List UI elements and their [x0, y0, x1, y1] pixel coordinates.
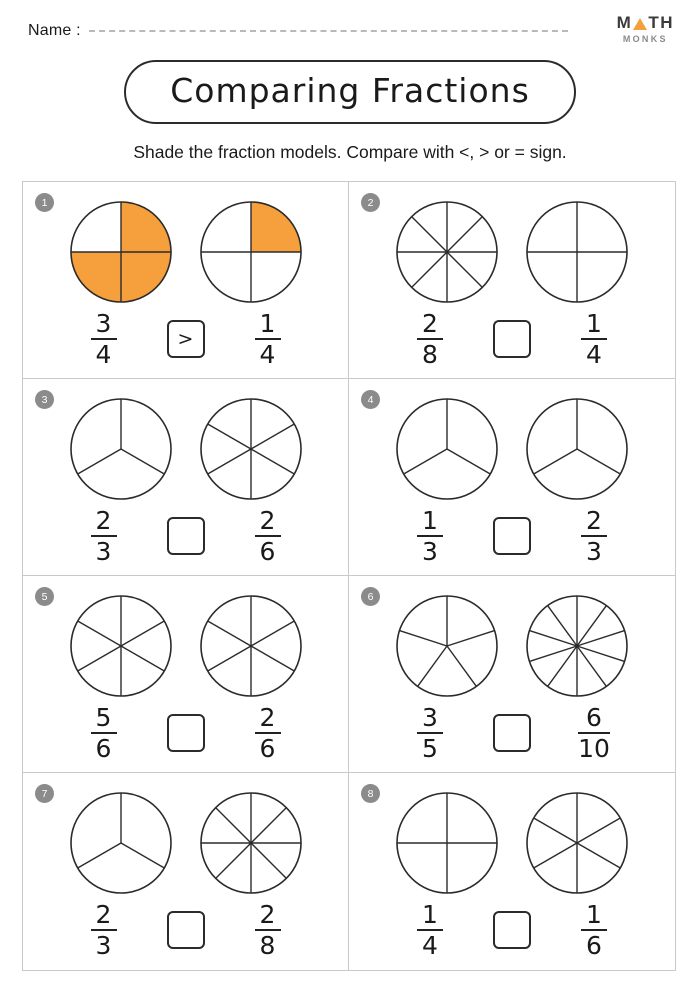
numerator: 6 — [586, 703, 602, 732]
problem-number-badge: 8 — [361, 784, 380, 803]
denominator: 4 — [91, 338, 117, 368]
numerator: 1 — [586, 900, 602, 929]
fraction-left — [65, 507, 143, 565]
fraction-models — [349, 576, 675, 698]
fraction-circle[interactable] — [69, 397, 173, 501]
problem-grid — [22, 181, 676, 971]
answer-row — [349, 507, 675, 565]
fraction-models — [23, 576, 348, 698]
numerator: 2 — [422, 309, 438, 338]
denominator: 8 — [255, 929, 281, 959]
fraction-models — [23, 182, 348, 304]
fraction-left — [391, 507, 469, 565]
fraction-left — [391, 310, 469, 368]
problem-cell — [349, 576, 675, 773]
triangle-icon — [633, 18, 647, 30]
numerator: 2 — [95, 506, 112, 535]
fraction-models — [23, 379, 348, 501]
denominator: 4 — [417, 929, 443, 959]
fraction-circle[interactable] — [199, 200, 303, 304]
problem-cell — [23, 576, 349, 773]
fraction-circle[interactable] — [395, 791, 499, 895]
fraction-right — [229, 507, 307, 565]
problem-cell — [349, 379, 675, 576]
problem-number-badge: 2 — [361, 193, 380, 212]
problem-cell — [349, 182, 675, 379]
problem-cell — [23, 773, 349, 970]
answer-row — [349, 901, 675, 959]
comparison-operator-box[interactable] — [167, 714, 205, 752]
fraction-right — [229, 310, 307, 368]
fraction-left — [391, 704, 469, 762]
fraction-circle[interactable] — [69, 791, 173, 895]
fraction-right — [555, 310, 633, 368]
fraction-circle[interactable] — [525, 200, 629, 304]
logo-wordmark — [617, 14, 674, 31]
problem-cell — [349, 773, 675, 970]
numerator: 2 — [259, 506, 276, 535]
numerator: 1 — [422, 900, 438, 929]
problem-number-badge: 4 — [361, 390, 380, 409]
fraction-models — [349, 773, 675, 895]
fraction-circle[interactable] — [199, 594, 303, 698]
fraction-left — [65, 704, 143, 762]
denominator: 6 — [581, 929, 607, 959]
fraction-right — [555, 901, 633, 959]
fraction-circle[interactable] — [199, 397, 303, 501]
mathmonks-logo — [617, 14, 674, 44]
fraction-right — [555, 507, 633, 565]
denominator: 3 — [91, 535, 117, 565]
fraction-circle[interactable] — [395, 397, 499, 501]
answer-row — [23, 507, 348, 565]
denominator: 3 — [91, 929, 117, 959]
problem-number-badge: 7 — [35, 784, 54, 803]
denominator: 6 — [91, 732, 117, 762]
comparison-operator-box[interactable] — [167, 517, 205, 555]
instructions-text: Shade the fraction models. Compare with <, > or = sign. — [133, 142, 567, 162]
fraction-models — [349, 379, 675, 501]
fraction-right — [555, 704, 633, 762]
numerator: 3 — [95, 309, 112, 338]
numerator: 1 — [259, 309, 276, 338]
name-field-row — [28, 22, 568, 40]
problem-cell — [23, 379, 349, 576]
fraction-circle[interactable] — [525, 397, 629, 501]
logo-text-left: M — [616, 13, 633, 32]
fraction-models — [23, 773, 348, 895]
name-label: Name : — [28, 22, 81, 39]
answer-row — [349, 704, 675, 762]
comparison-operator-box[interactable] — [493, 320, 531, 358]
fraction-left — [65, 901, 143, 959]
fraction-circle[interactable] — [395, 200, 499, 304]
problem-number-badge: 3 — [35, 390, 54, 409]
numerator: 2 — [95, 900, 112, 929]
denominator: 6 — [255, 732, 281, 762]
logo-text-right: TH — [648, 13, 674, 32]
page-title: Comparing Fractions — [124, 60, 576, 124]
answer-row — [23, 704, 348, 762]
denominator: 3 — [581, 535, 607, 565]
name-input-line[interactable] — [89, 30, 568, 32]
numerator: 1 — [586, 309, 602, 338]
fraction-circle[interactable] — [395, 594, 499, 698]
comparison-operator-box[interactable] — [493, 714, 531, 752]
fraction-circle[interactable] — [525, 791, 629, 895]
comparison-operator-box[interactable]: > — [167, 320, 205, 358]
denominator: 3 — [417, 535, 443, 565]
denominator: 4 — [255, 338, 281, 368]
fraction-circle[interactable] — [69, 200, 173, 304]
answer-row — [349, 310, 675, 368]
title-container — [0, 60, 700, 124]
fraction-circle[interactable] — [199, 791, 303, 895]
denominator: 8 — [417, 338, 443, 368]
answer-row — [23, 901, 348, 959]
fraction-circle[interactable] — [69, 594, 173, 698]
problem-number-badge: 5 — [35, 587, 54, 606]
numerator: 3 — [422, 703, 438, 732]
fraction-left — [65, 310, 143, 368]
comparison-operator-box[interactable] — [167, 911, 205, 949]
fraction-right — [229, 704, 307, 762]
problem-number-badge: 6 — [361, 587, 380, 606]
denominator: 5 — [417, 732, 443, 762]
numerator: 1 — [422, 506, 438, 535]
numerator: 2 — [586, 506, 602, 535]
numerator: 5 — [95, 703, 112, 732]
denominator: 4 — [581, 338, 607, 368]
numerator: 2 — [259, 703, 276, 732]
logo-subtitle: MONKS — [622, 34, 668, 44]
fraction-models — [349, 182, 675, 304]
denominator: 10 — [578, 734, 610, 763]
fraction-circle[interactable] — [525, 594, 629, 698]
fraction-right — [229, 901, 307, 959]
answer-row — [23, 310, 348, 368]
page-header — [0, 0, 700, 56]
comparison-operator-box[interactable] — [493, 517, 531, 555]
numerator: 2 — [259, 900, 276, 929]
comparison-operator-box[interactable] — [493, 911, 531, 949]
fraction-left — [391, 901, 469, 959]
problem-cell — [23, 182, 349, 379]
denominator: 6 — [255, 535, 281, 565]
problem-number-badge: 1 — [35, 193, 54, 212]
